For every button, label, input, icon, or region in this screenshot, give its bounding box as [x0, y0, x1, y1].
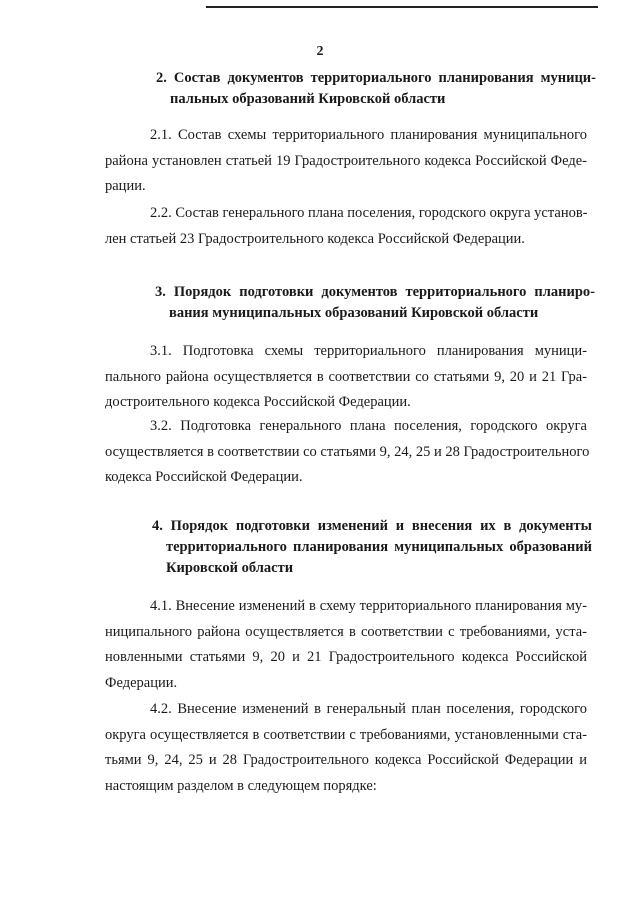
- page-number: 2: [316, 44, 324, 59]
- paragraph-2-2: [105, 201, 587, 252]
- text-line: ниципального района осуществляется в соответствии с требованиями, уста-: [105, 623, 587, 640]
- heading-line: пальных образований Кировской области: [170, 91, 446, 107]
- text-line: достроительного кодекса Российской Федерации.: [105, 394, 411, 410]
- text-line: пального района осуществляется в соответствии со статьями 9, 20 и 21 Гра-: [105, 368, 587, 385]
- text-line: района установлен статьей 19 Градостроительного кодекса Российской Феде-: [105, 152, 587, 169]
- heading-line: территориального планирования муниципальных образований: [166, 539, 592, 555]
- paragraph-4-2: [105, 697, 587, 799]
- paragraph-3-1: [105, 339, 587, 416]
- heading-line: 3. Порядок подготовки документов территориального планиро-: [155, 284, 595, 300]
- text-line: рации.: [105, 178, 146, 194]
- text-line: 2.2. Состав генерального плана поселения, городского округа установ-: [150, 205, 588, 221]
- paragraph-2-1: [105, 123, 587, 200]
- section-2-heading: [156, 68, 596, 110]
- paragraph-3-2: [105, 414, 590, 491]
- heading-line: 2. Состав документов территориального планирования муници-: [156, 70, 596, 86]
- text-line: осуществляется в соответствии со статьями 9, 24, 25 и 28 Градостроительного: [105, 443, 590, 460]
- top-rule: [206, 6, 598, 8]
- text-line: 2.1. Состав схемы территориального планирования муниципального: [150, 127, 587, 143]
- text-line: 3.1. Подготовка схемы территориального планирования муници-: [150, 343, 587, 359]
- section-4-heading: [152, 516, 592, 579]
- section-3-heading: [155, 282, 595, 324]
- text-line: настоящим разделом в следующем порядке:: [105, 777, 377, 794]
- heading-line: Кировской области: [166, 560, 294, 576]
- heading-line: 4. Порядок подготовки изменений и внесения их в документы: [152, 518, 592, 534]
- text-line: новленными статьями 9, 20 и 21 Градостроительного кодекса Российской: [105, 649, 587, 665]
- text-line: 4.1. Внесение изменений в схему территориального планирования му-: [150, 598, 587, 614]
- text-line: округа осуществляется в соответствии с требованиями, установленными ста-: [105, 726, 587, 743]
- text-line: кодекса Российской Федерации.: [105, 469, 303, 485]
- text-line: 4.2. Внесение изменений в генеральный план поселения, городского: [150, 701, 587, 717]
- paragraph-4-1: [105, 594, 587, 696]
- heading-line: вания муниципальных образований Кировской области: [169, 305, 539, 321]
- text-line: 3.2. Подготовка генерального плана поселения, городского округа: [150, 418, 587, 434]
- text-line: тьями 9, 24, 25 и 28 Градостроительного кодекса Российской Федерации и: [105, 752, 587, 768]
- text-line: Федерации.: [105, 674, 178, 691]
- text-line: лен статьей 23 Градостроительного кодекса Российской Федерации.: [105, 230, 525, 247]
